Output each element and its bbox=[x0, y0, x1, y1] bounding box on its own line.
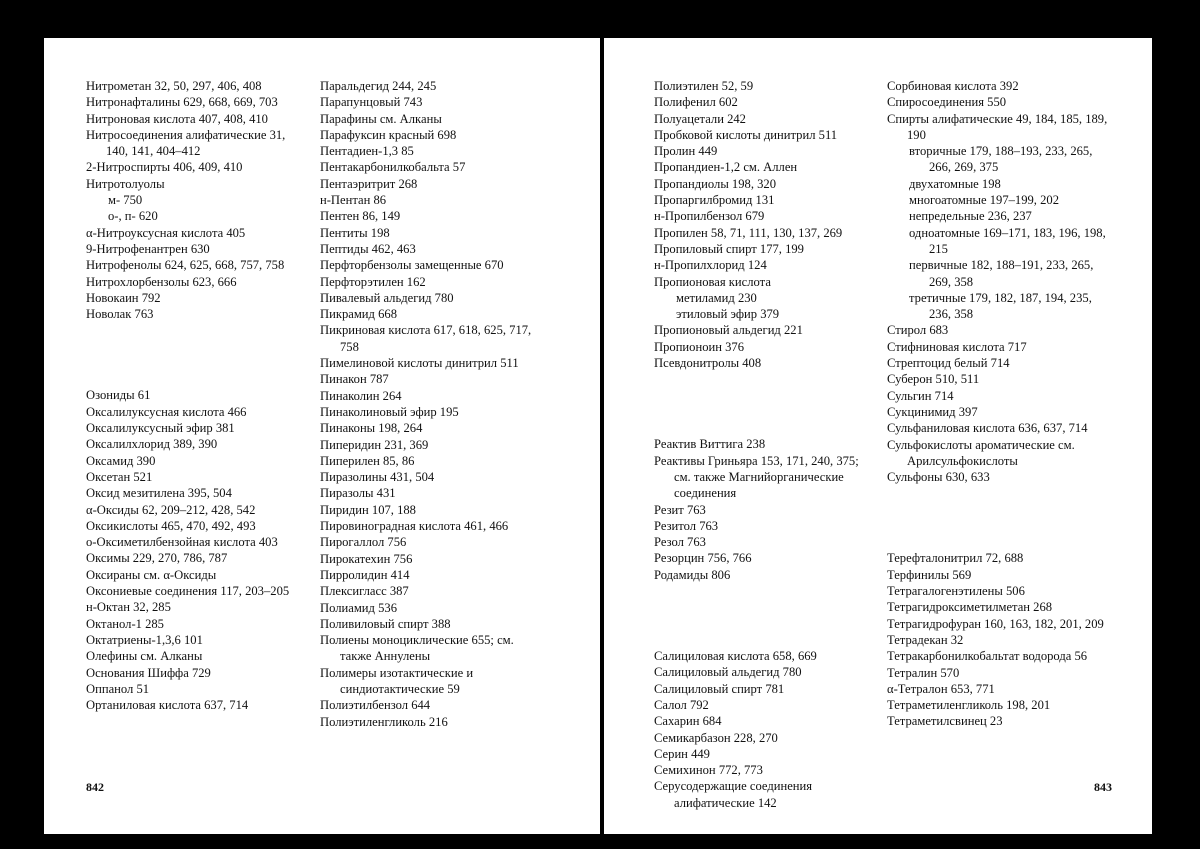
index-entry: Октанол-1 285 bbox=[86, 616, 164, 631]
index-entry: Нитрохлорбензолы 623, 666 bbox=[86, 274, 237, 289]
index-entry: н-Пропилхлорид 124 bbox=[654, 258, 767, 273]
index-entry: Пентен 86, 149 bbox=[320, 209, 401, 224]
index-entry: Октатриены-1,3,6 101 bbox=[86, 632, 203, 647]
index-entry: Серусодержащие соединения алифатические 142 bbox=[654, 779, 813, 810]
index-entry: Оксалилуксусный эфир 381 bbox=[86, 421, 235, 436]
index-entry: Оксамид 390 bbox=[86, 453, 156, 468]
index-entry: Стифниновая кислота 717 bbox=[887, 339, 1027, 354]
index-entry: н-Пропилбензол 679 bbox=[654, 209, 765, 224]
index-entry: Пинаколин 264 bbox=[320, 388, 402, 403]
index-entry: Резол 763 bbox=[654, 535, 706, 550]
index-entry: Пропаргилбромид 131 bbox=[654, 193, 775, 208]
index-entry: Пивалевый альдегид 780 bbox=[320, 290, 454, 305]
index-entry: Пентадиен-1,3 85 bbox=[320, 144, 414, 159]
index-entry: Пикриновая кислота 617, 618, 625, 717, 758 bbox=[320, 323, 532, 354]
index-entry: Пентиты 198 bbox=[320, 225, 390, 240]
section-gap bbox=[654, 371, 876, 436]
index-entry: Пиперилен 85, 86 bbox=[320, 453, 415, 468]
index-entry: Стрептоцид белый 714 bbox=[887, 356, 1010, 371]
index-entry: Резорцин 756, 766 bbox=[654, 551, 752, 566]
index-entry: Пентакарбонилкобальта 57 bbox=[320, 160, 466, 175]
index-entry: Оксалилуксусная кислота 466 bbox=[86, 404, 247, 419]
index-subentry: непредельные 236, 237 bbox=[909, 209, 1032, 224]
index-entry: Парафуксин красный 698 bbox=[320, 127, 457, 142]
index-entry: н-Октан 32, 285 bbox=[86, 600, 171, 615]
index-entry: Суберон 510, 511 bbox=[887, 372, 980, 387]
index-entry: Псевдонитролы 408 bbox=[654, 356, 762, 371]
index-entry: Олефины см. Алканы bbox=[86, 649, 203, 664]
index-entry: Реактив Виттига 238 bbox=[654, 437, 766, 452]
index-entry: Тетраметиленгликоль 198, 201 bbox=[887, 698, 1051, 713]
index-entry: Резитол 763 bbox=[654, 518, 719, 533]
index-subentry: одноатомные 169–171, 183, 196, 198, 215 bbox=[909, 225, 1106, 256]
index-entry: Полифенил 602 bbox=[654, 95, 738, 110]
index-entry: Родамиды 806 bbox=[654, 567, 731, 582]
index-entry: Стирол 683 bbox=[887, 323, 949, 338]
index-entry: Пропандиен-1,2 см. Аллен bbox=[654, 160, 798, 175]
index-entry: Полуацетали 242 bbox=[654, 111, 746, 126]
index-entry: Полимеры изотактические и синдиотактические 59 bbox=[320, 665, 474, 696]
index-entry: Сахарин 684 bbox=[654, 714, 722, 729]
index-entry: Тетрагидроксиметилметан 268 bbox=[887, 600, 1053, 615]
index-entry: Семикарбазон 228, 270 bbox=[654, 730, 778, 745]
page-number: 843 bbox=[1094, 780, 1112, 794]
section-gap bbox=[887, 485, 1109, 550]
index-entry: Салициловый альдегид 780 bbox=[654, 665, 802, 680]
index-entry: Салициловый спирт 781 bbox=[654, 681, 785, 696]
index-entry: 9-Нитрофенантрен 630 bbox=[86, 241, 210, 256]
index-subentry: метиламид 230 bbox=[676, 290, 757, 305]
index-entry: Новокаин 792 bbox=[86, 290, 161, 305]
index-column-right-1 bbox=[654, 78, 876, 811]
index-entry: 2-Нитроспирты 406, 409, 410 bbox=[86, 160, 243, 175]
index-entry: Нитрофенолы 624, 625, 668, 757, 758 bbox=[86, 258, 285, 273]
index-column-left-1 bbox=[86, 78, 302, 713]
index-entry: Парапунцовый 743 bbox=[320, 95, 423, 110]
index-entry: Серин 449 bbox=[654, 746, 710, 761]
index-entry: Пропионоин 376 bbox=[654, 339, 745, 354]
index-entry: Резит 763 bbox=[654, 502, 706, 517]
right-page bbox=[604, 38, 1152, 834]
index-entry: Пропандиолы 198, 320 bbox=[654, 176, 777, 191]
index-entry: Полиэтиленгликоль 216 bbox=[320, 714, 448, 729]
index-entry: Пиперидин 231, 369 bbox=[320, 437, 429, 452]
index-entry: Полиены моноциклические 655; см. также Аннулены bbox=[320, 633, 514, 664]
index-entry: Пропионовый альдегид 221 bbox=[654, 323, 803, 338]
index-entry: Пролин 449 bbox=[654, 144, 718, 159]
index-subentry: вторичные 179, 188–193, 233, 265, 266, 269, 375 bbox=[909, 144, 1093, 175]
index-subentry: двухатомные 198 bbox=[909, 176, 1001, 191]
index-subentry: этиловый эфир 379 bbox=[676, 307, 780, 322]
index-column-right-2 bbox=[887, 78, 1109, 730]
index-entry: α-Нитроуксусная кислота 405 bbox=[86, 225, 246, 240]
index-entry: Оксимы 229, 270, 786, 787 bbox=[86, 551, 228, 566]
index-subentry: третичные 179, 182, 187, 194, 235, 236, 358 bbox=[909, 290, 1092, 322]
index-entry: Пиразолины 431, 504 bbox=[320, 470, 435, 485]
index-entry: Реактивы Гриньяра 153, 171, 240, 375; см. также Магнийорганические соединения bbox=[654, 453, 859, 501]
index-entry: Тетралин 570 bbox=[887, 665, 960, 680]
index-entry: α-Оксиды 62, 209–212, 428, 542 bbox=[86, 502, 256, 517]
index-entry: Сульфаниловая кислота 636, 637, 714 bbox=[887, 421, 1088, 436]
index-entry: Нитронафталины 629, 668, 669, 703 bbox=[86, 95, 278, 110]
index-entry: Пиразолы 431 bbox=[320, 486, 396, 501]
index-entry: Полиэтилен 52, 59 bbox=[654, 79, 754, 93]
left-page bbox=[44, 38, 600, 834]
index-entry: Сульфоны 630, 633 bbox=[887, 470, 990, 485]
index-entry: Оппанол 51 bbox=[86, 681, 150, 696]
index-entry: Спирты алифатические 49, 184, 185, 189, 190 bbox=[887, 111, 1108, 142]
index-entry: Семихинон 772, 773 bbox=[654, 763, 763, 778]
index-entry: Пировиноградная кислота 461, 466 bbox=[320, 519, 509, 534]
index-entry: Парафины см. Алканы bbox=[320, 111, 442, 126]
index-entry: Оксираны см. α-Оксиды bbox=[86, 567, 217, 582]
index-entry: Оксониевые соединения 117, 203–205 bbox=[86, 584, 290, 599]
index-entry: н-Пентан 86 bbox=[320, 193, 387, 208]
index-entry: Нитрометан 32, 50, 297, 406, 408 bbox=[86, 79, 262, 93]
index-entry: Салол 792 bbox=[654, 697, 709, 712]
index-entry: Перфторэтилен 162 bbox=[320, 274, 426, 289]
index-entry: Сорбиновая кислота 392 bbox=[887, 79, 1019, 93]
index-entry: Оксетан 521 bbox=[86, 469, 153, 484]
index-entry: Тетрадекан 32 bbox=[887, 632, 964, 647]
index-entry: Плексигласс 387 bbox=[320, 584, 409, 599]
index-entry: Сульгин 714 bbox=[887, 388, 954, 403]
index-entry: Салициловая кислота 658, 669 bbox=[654, 649, 817, 664]
index-subentry: многоатомные 197–199, 202 bbox=[909, 193, 1059, 208]
index-entry: Полиэтилбензол 644 bbox=[320, 698, 431, 713]
index-entry: Нитроновая кислота 407, 408, 410 bbox=[86, 111, 268, 126]
index-entry: Пинаколиновый эфир 195 bbox=[320, 404, 459, 419]
index-entry: Пикрамид 668 bbox=[320, 307, 397, 322]
index-entry: Поливиловый спирт 388 bbox=[320, 616, 451, 631]
index-entry: Сульфокислоты ароматические см. Арилсульфокислоты bbox=[887, 437, 1075, 468]
index-entry: Сукцинимид 397 bbox=[887, 404, 978, 419]
index-entry: Тетрагидрофуран 160, 163, 182, 201, 209 bbox=[887, 616, 1104, 631]
index-entry: Оксид мезитилена 395, 504 bbox=[86, 486, 232, 501]
index-column-left-2 bbox=[320, 78, 542, 730]
index-entry: Терефталонитрил 72, 688 bbox=[887, 551, 1024, 566]
index-entry: Тетраметилсвинец 23 bbox=[887, 714, 1003, 729]
index-entry: Полиамид 536 bbox=[320, 600, 397, 615]
index-entry: о-Оксиметилбензойная кислота 403 bbox=[86, 535, 278, 550]
index-entry: Тетракарбонилкобальтат водорода 56 bbox=[887, 649, 1088, 664]
index-entry: Пирролидин 414 bbox=[320, 567, 410, 582]
index-entry: Оксалилхлорид 389, 390 bbox=[86, 437, 218, 452]
index-entry: Новолак 763 bbox=[86, 307, 154, 322]
index-entry: Пентаэритрит 268 bbox=[320, 176, 418, 191]
index-subentry: м- 750 bbox=[108, 193, 143, 208]
index-entry: Нитротолуолы bbox=[86, 176, 165, 191]
index-entry: Пропилен 58, 71, 111, 130, 137, 269 bbox=[654, 225, 843, 240]
index-entry: Пептиды 462, 463 bbox=[320, 241, 416, 256]
index-entry: Озониды 61 bbox=[86, 388, 151, 403]
index-entry: Пропионовая кислота bbox=[654, 274, 771, 289]
index-entry: Перфторбензолы замещенные 670 bbox=[320, 258, 504, 273]
index-subentry: первичные 182, 188–191, 233, 265, 269, 358 bbox=[909, 258, 1094, 289]
index-entry: Пинакон 787 bbox=[320, 372, 389, 387]
index-entry: Оксикислоты 465, 470, 492, 493 bbox=[86, 518, 256, 533]
index-entry: Пиридин 107, 188 bbox=[320, 502, 416, 517]
index-entry: Спиросоединения 550 bbox=[887, 95, 1007, 110]
index-entry: Пимелиновой кислоты динитрил 511 bbox=[320, 356, 519, 371]
index-entry: α-Тетралон 653, 771 bbox=[887, 681, 995, 696]
index-entry: Пирокатехин 756 bbox=[320, 551, 413, 566]
index-entry: Пропиловый спирт 177, 199 bbox=[654, 241, 804, 256]
section-gap bbox=[86, 322, 302, 387]
index-subentry: о-, п- 620 bbox=[108, 209, 158, 224]
index-entry: Паральдегид 244, 245 bbox=[320, 79, 437, 93]
index-entry: Пинаконы 198, 264 bbox=[320, 421, 423, 436]
index-entry: Терфинилы 569 bbox=[887, 567, 972, 582]
index-entry: Основания Шиффа 729 bbox=[86, 665, 211, 680]
section-gap bbox=[654, 583, 876, 648]
index-entry: Нитросоединения алифатические 31, 140, 141, 404–412 bbox=[86, 127, 286, 159]
page-number: 842 bbox=[86, 780, 104, 794]
index-entry: Тетрагалогенэтилены 506 bbox=[887, 584, 1025, 599]
index-entry: Пирогаллол 756 bbox=[320, 535, 407, 550]
index-entry: Ортаниловая кислота 637, 714 bbox=[86, 698, 249, 713]
index-entry: Пробковой кислоты динитрил 511 bbox=[654, 127, 838, 142]
